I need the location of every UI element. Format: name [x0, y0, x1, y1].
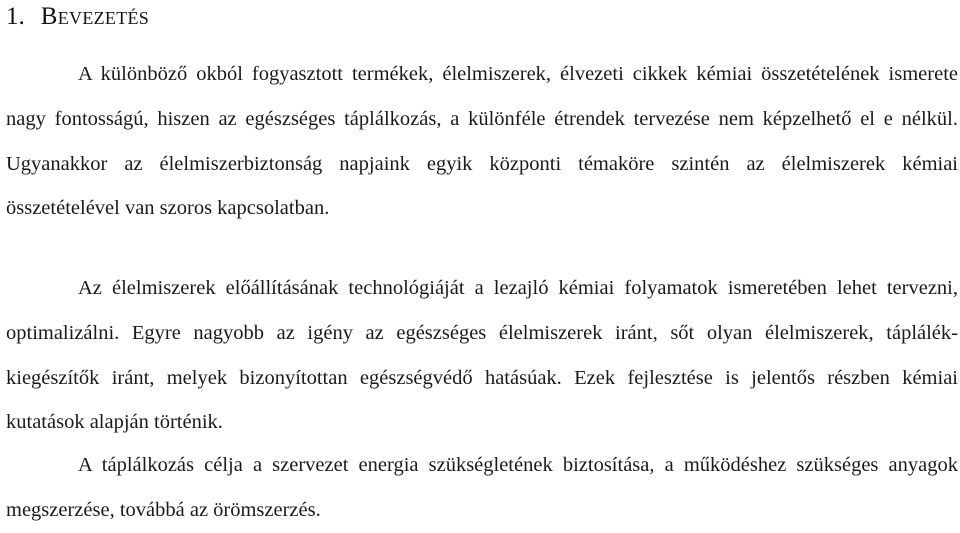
paragraph-2 — [6, 266, 958, 445]
paragraph-3-text: A táplálkozás célja a szervezet energia szükségletének biztosítása, a működéshez szükséges anyagok megszerzése, továbbá az örömszerzés. — [6, 454, 958, 521]
paragraph-3 — [6, 443, 958, 533]
section-heading — [6, 2, 149, 32]
section-number: 1. — [6, 3, 25, 30]
paragraph-1-text: A különböző okból fogyasztott termékek, élelmiszerek, élvezeti cikkek kémiai összetételének ismerete nagy fontosságú, hiszen az egészséges táplálkozás, a különféle étrendek tervezése nem képzelhető el e nélkül. Ugyanakkor az élelmiszerbiztonság napjaink egyik központi témaköre szintén az élelmiszerek kémiai összetételével van szoros kapcsolatban. — [6, 63, 958, 220]
paragraph-2-text: Az élelmiszerek előállításának technológiáját a lezajló kémiai folyamatok ismeretében lehet tervezni, optimalizálni. Egyre nagyobb az igény az egészséges élelmiszerek iránt, sőt olyan élelmiszerek, táplálék-kiegészítők iránt, melyek bizonyítottan egészségvédő hatásúak. Ezek fejlesztése is jelentős részben kémiai kutatások alapján történik. — [6, 277, 958, 434]
document-page — [6, 0, 958, 523]
paragraph-1 — [6, 52, 958, 231]
section-title: Bevezetés — [40, 3, 150, 30]
